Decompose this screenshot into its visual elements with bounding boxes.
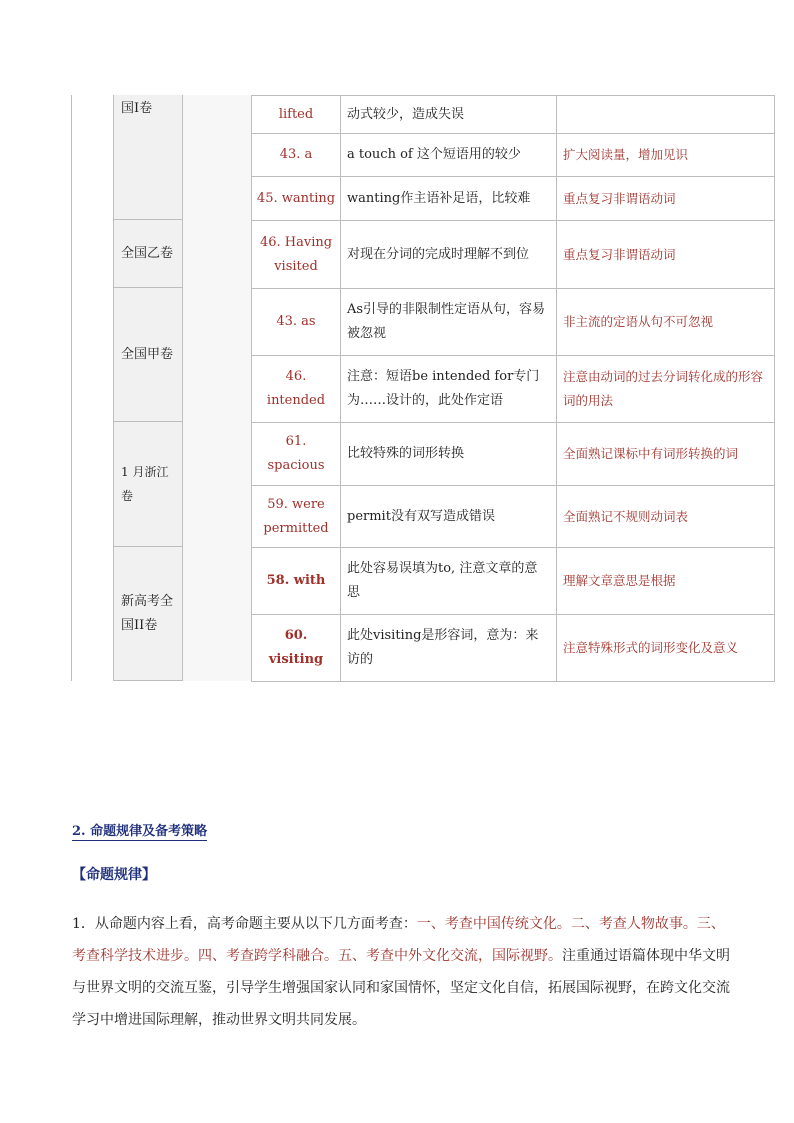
tip-cell: 重点复习非谓语动词: [557, 177, 775, 221]
table-row: [252, 615, 775, 682]
reason-cell: permit没有双写造成错误: [341, 486, 557, 548]
tip-cell: 全面熟记不规则动词表: [557, 486, 775, 548]
tip-cell: 注意由动词的过去分词转化成的形容词的用法: [557, 356, 775, 423]
answer-cell: lifted: [252, 96, 341, 134]
table-row: [252, 289, 775, 356]
table-spacer-column: [183, 95, 252, 681]
answer-cell: 58. with: [252, 548, 341, 615]
body-paragraph: [72, 908, 734, 1036]
paragraph-tail: 注重通过语篇体现中华文明与世界文明的交流互鉴，引导学生增强国家认同和家国情怀，坚定文化自信，拓展国际视野，在跨文化交流学习中增进国际理解，推动世界文明共同发展。: [72, 948, 730, 1028]
answer-cell: 46. intended: [252, 356, 341, 423]
table-row: [252, 356, 775, 423]
paragraph-highlight: 一、考查中国传统文化。二、考查人物故事。三、考查科学技术进步。四、考查跨学科融合。五、考查中外文化交流，国际视野。: [72, 916, 725, 964]
reason-cell: As引导的非限制性定语从句，容易被忽视: [341, 289, 557, 356]
tip-cell: 注意特殊形式的词形变化及意义: [557, 615, 775, 682]
reason-cell: 此处容易误填为to, 注意文章的意思: [341, 548, 557, 615]
exam-name: 1 月浙江卷: [121, 465, 169, 503]
exam-name: 全国乙卷: [121, 245, 174, 261]
exam-name: 全国甲卷: [121, 346, 174, 362]
exam-cell: [113, 422, 183, 547]
answer-cell: 43. a: [252, 134, 341, 177]
reason-cell: wanting作主语补足语，比较难: [341, 177, 557, 221]
reason-cell: 比较特殊的词形转换: [341, 423, 557, 486]
table-row: [252, 134, 775, 177]
reason-cell: 对现在分词的完成时理解不到位: [341, 221, 557, 289]
answer-cell: 59. were permitted: [252, 486, 341, 548]
table-row: [252, 486, 775, 548]
tip-cell: 扩大阅读量，增加见识: [557, 134, 775, 177]
tip-cell: 全面熟记课标中有词形转换的词: [557, 423, 775, 486]
exam-cell: [113, 288, 183, 422]
paragraph-lead: 1．从命题内容上看，高考命题主要从以下几方面考查：: [72, 916, 417, 932]
answer-cell: 46. Having visited: [252, 221, 341, 289]
section-subtitle: 【命题规律】: [72, 867, 156, 883]
tip-cell: 理解文章意思是根据: [557, 548, 775, 615]
section-title: 2. 命题规律及备考策略: [72, 824, 208, 839]
exam-name: 新高考全国II卷: [121, 593, 174, 633]
answer-cell: 61. spacious: [252, 423, 341, 486]
exam-cell: [113, 95, 183, 220]
table-row: [252, 177, 775, 221]
answer-cell: 60. visiting: [252, 615, 341, 682]
table-row: [252, 548, 775, 615]
tip-cell: 重点复习非谓语动词: [557, 221, 775, 289]
reason-cell: 注意：短语be intended for专门为……设计的，此处作定语: [341, 356, 557, 423]
reason-cell: a touch of 这个短语用的较少: [341, 134, 557, 177]
error-analysis-table: [251, 95, 775, 682]
table-row: [252, 423, 775, 486]
answer-cell: 43. as: [252, 289, 341, 356]
exam-name: 国I卷: [121, 101, 153, 116]
tip-cell: 非主流的定语从句不可忽视: [557, 289, 775, 356]
reason-cell: 动式较少，造成失误: [341, 96, 557, 134]
tip-cell: [557, 96, 775, 134]
exam-cell: [113, 220, 183, 288]
table-left-border: [71, 95, 114, 681]
table-row: [252, 221, 775, 289]
table-row: [252, 96, 775, 134]
answer-cell: 45. wanting: [252, 177, 341, 221]
reason-cell: 此处visiting是形容词，意为：来访的: [341, 615, 557, 682]
exam-cell: [113, 547, 183, 681]
exam-column: [71, 95, 251, 681]
